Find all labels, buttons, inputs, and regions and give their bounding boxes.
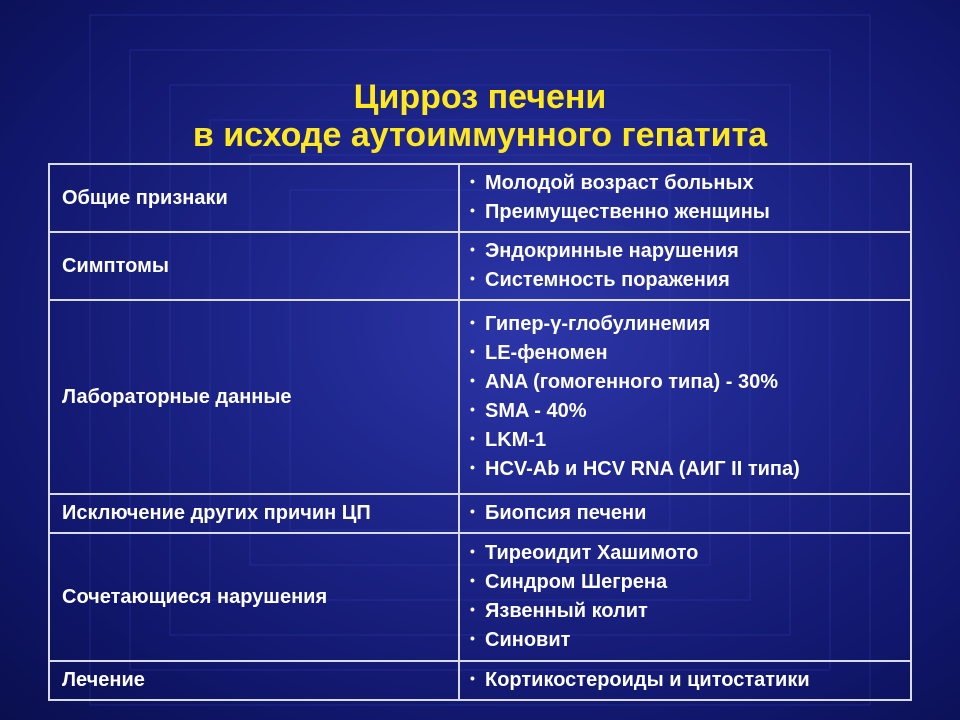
row-label: Общие признаки	[49, 164, 459, 232]
list-item: • Синдром Шегрена	[468, 568, 910, 597]
list-item: • Гипер-γ-глобулинемия	[468, 310, 910, 339]
list-item: • LKM-1	[468, 426, 910, 455]
row-items	[459, 533, 911, 661]
row-items	[459, 494, 911, 533]
row-label: Исключение других причин ЦП	[49, 494, 459, 533]
row-label: Симптомы	[49, 232, 459, 300]
list-item: • Тиреоидит Хашимото	[468, 539, 910, 568]
list-item: • Молодой возраст больных	[468, 169, 910, 198]
row-items	[459, 300, 911, 494]
info-table	[48, 163, 912, 701]
list-item: • Биопсия печени	[468, 499, 910, 528]
row-items	[459, 661, 911, 700]
bullet-list	[468, 662, 910, 699]
list-item: • Эндокринные нарушения	[468, 237, 910, 266]
bullet-list	[468, 306, 910, 488]
row-label: Лабораторные данные	[49, 300, 459, 494]
list-item: • Язвенный колит	[468, 597, 910, 626]
list-item: • Синовит	[468, 626, 910, 655]
list-item: • HCV-Ab и HCV RNA (АИГ II типа)	[468, 455, 910, 484]
row-items	[459, 164, 911, 232]
list-item: • LE-феномен	[468, 339, 910, 368]
table-row	[49, 661, 911, 700]
list-item: • ANA (гомогенного типа) - 30%	[468, 368, 910, 397]
title-line-2: в исходе аутоиммунного гепатита	[192, 116, 768, 154]
bullet-list	[468, 165, 910, 231]
bullet-list	[468, 535, 910, 659]
list-item: • Преимущественно женщины	[468, 198, 910, 227]
list-item: • Системность поражения	[468, 266, 910, 295]
row-label: Лечение	[49, 661, 459, 700]
bullet-list	[468, 495, 910, 532]
table-row	[49, 494, 911, 533]
table-row	[49, 232, 911, 300]
table-row	[49, 533, 911, 661]
row-label: Сочетающиеся нарушения	[49, 533, 459, 661]
bullet-list	[468, 233, 910, 299]
list-item: • SMA - 40%	[468, 397, 910, 426]
table-row	[49, 300, 911, 494]
list-item: • Кортикостероиды и цитостатики	[468, 666, 910, 695]
table-row	[49, 164, 911, 232]
title-line-1: Цирроз печени	[353, 78, 607, 116]
row-items	[459, 232, 911, 300]
slide-title	[0, 78, 960, 154]
